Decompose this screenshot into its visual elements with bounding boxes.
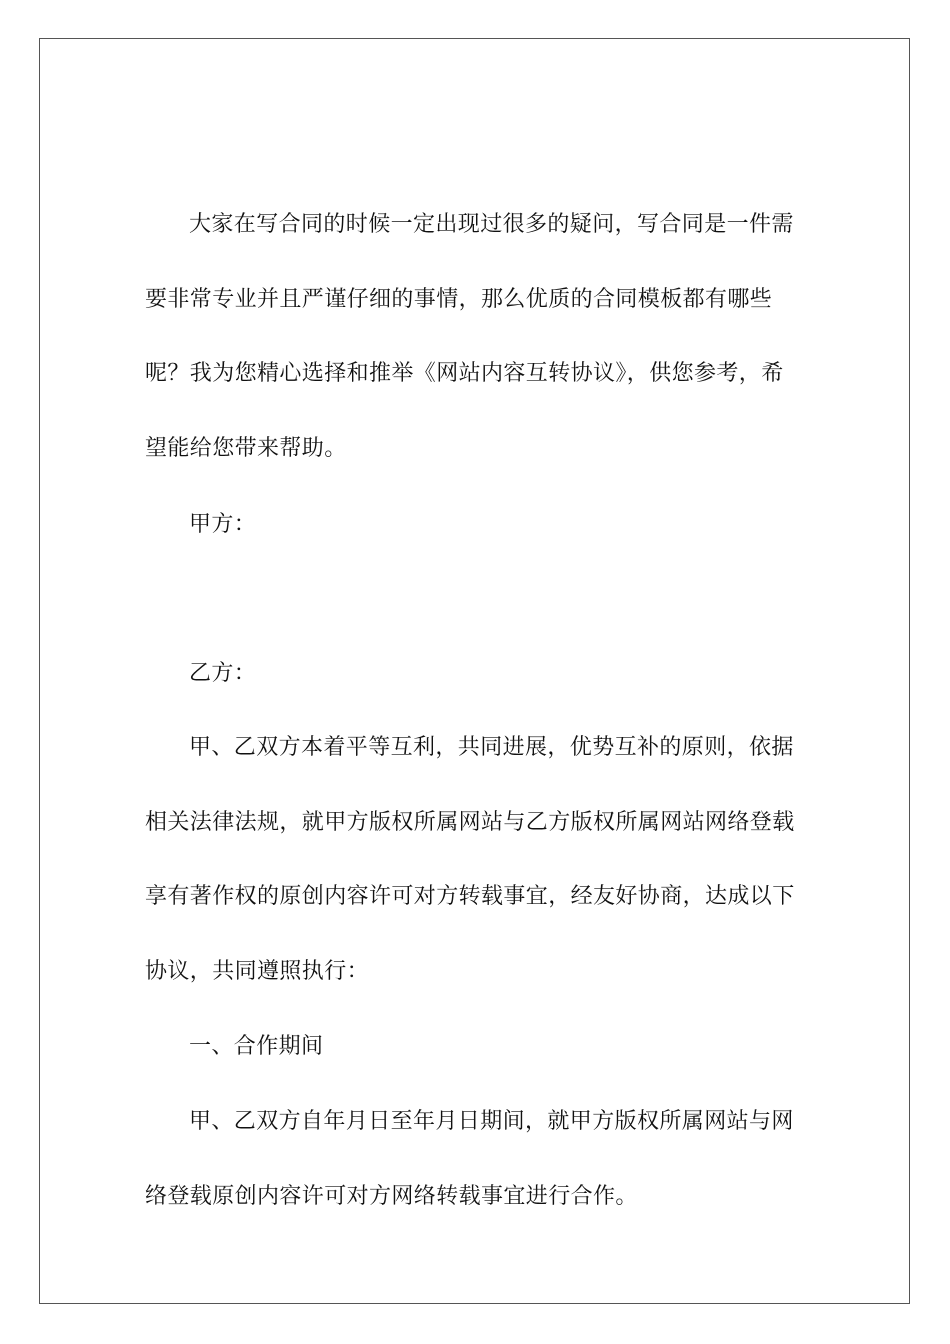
section-1-heading: 一、合作期间	[189, 1034, 324, 1059]
intro-paragraph: 大家在写合同的时候一定出现过很多的疑问，写合同是一件需要非常专业并且严谨仔细的事情，那么优质的合同模板都有哪些呢？我为您精心选择和推举《网站内容互转协议》，供您参考，希望能给您带来帮助。	[145, 212, 794, 461]
section-1-paragraph: 甲、乙双方自年月日至年月日期间，就甲方版权所属网站与网络登载原创内容许可对方网络转载事宜进行合作。	[145, 1109, 794, 1209]
party-b-label: 乙方：	[189, 661, 257, 686]
party-a-label: 甲方：	[189, 512, 257, 537]
agreement-preamble-paragraph: 甲、乙双方本着平等互利，共同进展，优势互补的原则，依据相关法律法规，就甲方版权所属网站与乙方版权所属网站网络登载享有著作权的原创内容许可对方转载事宜，经友好协商，达成以下协议，共同遵照执行：	[145, 735, 795, 984]
